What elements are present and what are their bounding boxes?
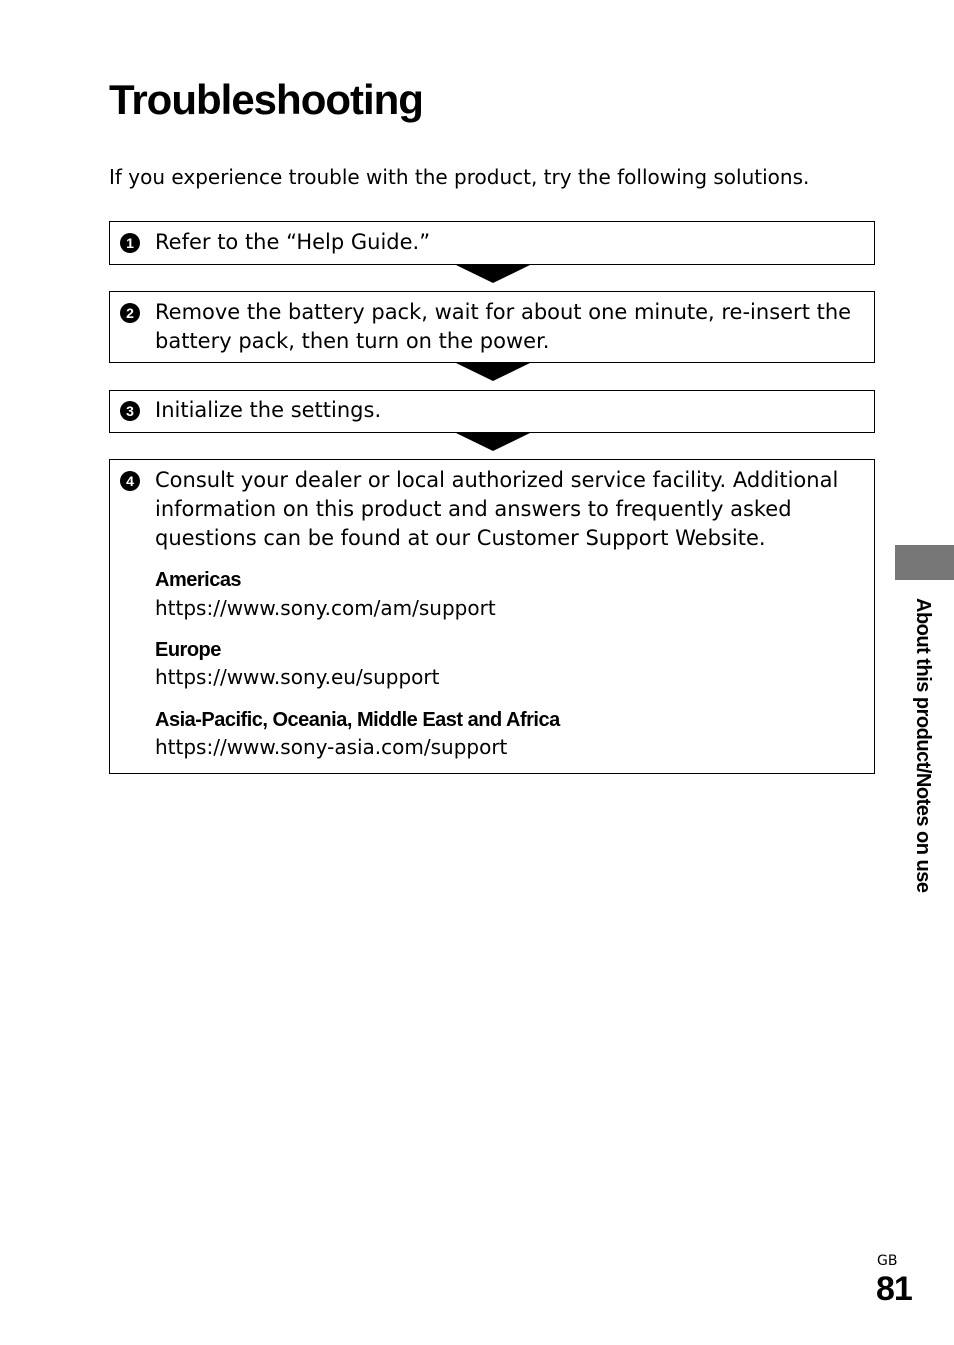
arrow-down-icon [456,363,530,381]
section-tab-label: About this product/Notes on use [912,598,934,893]
region-label-europe: Europe [155,639,221,661]
step-2-box [109,291,875,363]
step-1-number-icon: 1 [120,233,140,253]
step-2-number-icon: 2 [120,303,140,323]
step-1-box [109,221,875,265]
page-language-code: GB [877,1253,898,1269]
region-label-asia-pacific: Asia-Pacific, Oceania, Middle East and Africa [155,709,560,731]
support-link-europe[interactable]: https://www.sony.eu/support [155,665,440,689]
support-link-americas[interactable]: https://www.sony.com/am/support [155,596,496,620]
step-1-text: Refer to the “Help Guide.” [155,230,431,254]
arrow-down-icon [456,265,530,283]
step-3-text: Initialize the settings. [155,398,382,422]
step-4-text: Consult your dealer or local authorized service facility. Additional information on this product and answers to frequently asked questions can be found at our Customer Support Website. [155,468,839,550]
step-4-number-icon: 4 [120,471,140,491]
step-3-box [109,390,875,433]
support-link-asia-pacific[interactable]: https://www.sony-asia.com/support [155,735,508,759]
intro-text: If you experience trouble with the product, try the following solutions. [109,165,810,189]
page-number: 81 [876,1270,912,1308]
section-tab [895,545,954,580]
region-label-americas: Americas [155,569,242,591]
step-2-text: Remove the battery pack, wait for about one minute, re-insert the battery pack, then turn on the power. [155,300,852,353]
page-title: Troubleshooting [109,76,423,123]
arrow-down-icon [456,433,530,451]
step-3-number-icon: 3 [120,401,140,421]
